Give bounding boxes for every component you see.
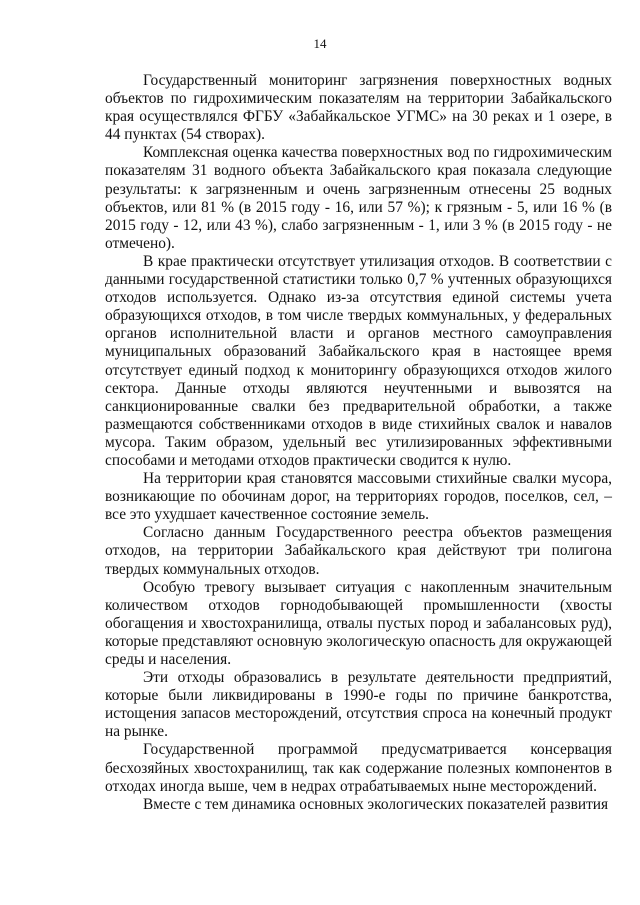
paragraph-water-monitoring: Государственный мониторинг загрязнения поверхностных водных объектов по гидрохимическим показателям на территории Забайкальского края осуществлялся ФГБУ «Забайкальское УГМС» на 30 реках и 1 озере, в 44 пунктах (54 створах). (105, 72, 612, 144)
paragraph-waste-registry: Согласно данным Государственного реестра объектов размещения отходов, на территории Забайкальского края действуют три полигона твердых коммунальных отходов. (105, 524, 612, 578)
body-text (105, 72, 612, 814)
paragraph-ecological-dynamics: Вместе с тем динамика основных экологических показателей развития (143, 795, 609, 813)
paragraph-state-program: Государственной программой предусматривается консервация бесхозяйных хвостохранилищ, так как содержание полезных компонентов в отходах иногда выше, чем в недрах отрабатываемых ныне месторождений. (105, 741, 612, 795)
paragraph-illegal-dumps: На территории края становятся массовыми стихийные свалки мусора, возникающие по обочинам дорог, на территориях городов, поселков, сел, – все это ухудшает качественное состояние земель. (105, 470, 612, 524)
paragraph-water-quality-assessment: Комплексная оценка качества поверхностных вод по гидрохимическим показателям 31 водного объекта Забайкальского края показала следующие результаты: к загрязненным и очень загрязненным отнесены 25 водных объектов, или 81 % (в 2015 году - 16, или 57 %); к грязным - 5, или 16 % (в 2015 году - 12, или 43 %), слабо загрязненным - 1, или 3 % (в 2015 году - не отмечено). (105, 144, 612, 252)
paragraph-waste-utilization: В крае практически отсутствует утилизация отходов. В соответствии с данными государственной статистики только 0,7 % учтенных образующихся отходов используется. Однако из-за отсутствия единой системы учета образующихся отходов, в том числе твердых коммунальных, у федеральных органов исполнительной власти и органов местного самоуправления муниципальных образований Забайкальского края в настоящее время отсутствует единый подход к мониторингу образующихся отходов жилого сектора. Данные отходы являются неучтенными и вывозятся на санкционированные свалки без предварительной обработки, а также размещаются собственниками отходов в виде стихийных свалок и навалов мусора. Таким образом, удельный вес утилизированных эффективными способами и методами отходов практически сводится к нулю. (105, 252, 612, 469)
paragraph-mining-waste: Особую тревогу вызывает ситуация с накопленным значительным количеством отходов горнодобывающей промышленности (хвосты обогащения и хвостохранилища, отвалы пустых пород и забалансовых руд), которые представляют основную экологическую опасность для окружающей среды и населения. (105, 578, 612, 668)
paragraph-waste-origin: Эти отходы образовались в результате деятельности предприятий, которые были ликвидированы в 1990-е годы по причине банкротства, истощения запасов месторождений, отсутствия спроса на конечный продукт на рынке. (105, 669, 612, 741)
page-number: 14 (313, 36, 327, 51)
